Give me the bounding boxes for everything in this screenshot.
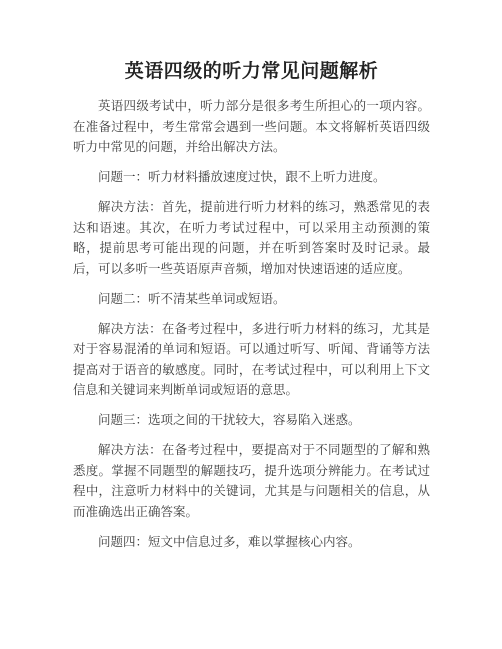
solution-1: 解决方法：首先，提前进行听力材料的练习，熟悉常见的表达和语速。其次，在听力考试过程中，可以采用主动预测的策略，提前思考可能出现的问题，并在听到答案时及时记录。最后，可以多听一些英语原声音频，增加对快速语速的适应度。 xyxy=(73,199,430,276)
intro-paragraph: 英语四级考试中，听力部分是很多考生所担心的一项内容。在准备过程中，考生常常会遇到一些问题。本文将解析英语四级听力中常见的问题，并给出解决方法。 xyxy=(73,98,430,154)
question-3: 问题三：选项之间的干扰较大，容易陷入迷惑。 xyxy=(98,412,361,427)
question-2: 问题二：听不清某些单词或短语。 xyxy=(98,290,286,306)
question-1: 问题一：听力材料播放速度过快，跟不上听力进度。 xyxy=(98,169,386,184)
solution-3: 解决方法：在备考过程中，要提高对于不同题型的了解和熟悉度。掌握不同题型的解题技巧，提升选项分辨能力。在考试过程中，注意听力材料中的关键词，尤其是与问题相关的信息，从而准确选出正确答案。 xyxy=(73,442,430,519)
document-title: 英语四级的听力常见问题解析 xyxy=(124,60,379,82)
solution-2: 解决方法：在备考过程中，多进行听力材料的练习，尤其是对于容易混淆的单词和短语。可以通过听写、听闻、背诵等方法提高对于语音的敏感度。同时，在考试过程中，可以利用上下文信息和关键词来判断单词或短语的意思。 xyxy=(73,320,430,397)
question-4: 问题四：短文中信息过多，难以掌握核心内容。 xyxy=(98,533,361,549)
